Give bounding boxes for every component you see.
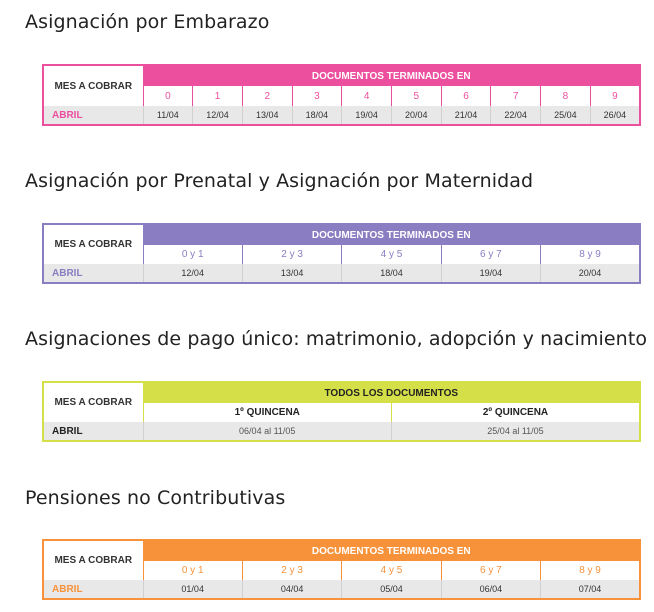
doc-column: 6 <box>441 86 491 106</box>
documents-header: DOCUMENTOS TERMINADOS EN <box>143 540 640 561</box>
doc-column: 8 <box>541 86 591 106</box>
mes-a-cobrar-label: MES A COBRAR <box>43 540 143 580</box>
doc-column: 3 <box>292 86 342 106</box>
doc-column: 8 y 9 <box>541 245 640 264</box>
date-cell: 01/04 <box>143 580 242 599</box>
schedule-table-pago-unico <box>42 381 641 442</box>
month-label: ABRIL <box>43 422 143 441</box>
quincena-column: 1º QUINCENA <box>143 403 392 422</box>
date-cell: 13/04 <box>242 264 341 283</box>
schedule-table-pensiones <box>42 539 641 600</box>
quincena-column: 2º QUINCENA <box>392 403 641 422</box>
section-title-embarazo: Asignación por Embarazo <box>25 11 270 33</box>
date-cell: 12/04 <box>143 264 242 283</box>
doc-column: 8 y 9 <box>541 561 640 580</box>
documents-header: TODOS LOS DOCUMENTOS <box>143 382 640 403</box>
date-cell: 07/04 <box>541 580 640 599</box>
month-label: ABRIL <box>43 580 143 599</box>
date-cell: 18/04 <box>342 264 441 283</box>
date-cell: 25/04 al 11/05 <box>392 422 641 441</box>
doc-column: 0 y 1 <box>143 245 242 264</box>
section-title-prenatal-maternidad: Asignación por Prenatal y Asignación por Maternidad <box>25 170 534 192</box>
doc-column: 6 y 7 <box>441 245 540 264</box>
date-cell: 22/04 <box>491 106 541 125</box>
date-cell: 20/04 <box>541 264 640 283</box>
section-title-pago-unico: Asignaciones de pago único: matrimonio, adopción y nacimiento <box>25 328 648 350</box>
doc-column: 4 <box>342 86 392 106</box>
date-cell: 05/04 <box>342 580 441 599</box>
date-cell: 13/04 <box>242 106 292 125</box>
mes-a-cobrar-label: MES A COBRAR <box>43 65 143 106</box>
doc-column: 6 y 7 <box>441 561 540 580</box>
doc-column: 4 y 5 <box>342 561 441 580</box>
doc-column: 0 <box>143 86 193 106</box>
date-cell: 06/04 <box>441 580 540 599</box>
date-cell: 18/04 <box>292 106 342 125</box>
date-cell: 19/04 <box>342 106 392 125</box>
documents-header: DOCUMENTOS TERMINADOS EN <box>143 65 640 86</box>
doc-column: 5 <box>391 86 441 106</box>
date-cell: 19/04 <box>441 264 540 283</box>
date-cell: 26/04 <box>590 106 640 125</box>
doc-column: 2 <box>242 86 292 106</box>
doc-column: 1 <box>193 86 243 106</box>
doc-column: 9 <box>590 86 640 106</box>
date-cell: 20/04 <box>391 106 441 125</box>
month-label: ABRIL <box>43 106 143 125</box>
section-title-pensiones: Pensiones no Contributivas <box>25 487 286 509</box>
doc-column: 2 y 3 <box>242 245 341 264</box>
month-label: ABRIL <box>43 264 143 283</box>
schedule-table-prenatal-maternidad <box>42 223 641 284</box>
doc-column: 4 y 5 <box>342 245 441 264</box>
schedule-table-embarazo <box>42 64 641 126</box>
date-cell: 12/04 <box>193 106 243 125</box>
mes-a-cobrar-label: MES A COBRAR <box>43 224 143 264</box>
date-cell: 06/04 al 11/05 <box>143 422 392 441</box>
doc-column: 0 y 1 <box>143 561 242 580</box>
date-cell: 21/04 <box>441 106 491 125</box>
date-cell: 25/04 <box>541 106 591 125</box>
date-cell: 11/04 <box>143 106 193 125</box>
date-cell: 04/04 <box>242 580 341 599</box>
doc-column: 2 y 3 <box>242 561 341 580</box>
mes-a-cobrar-label: MES A COBRAR <box>43 382 143 422</box>
doc-column: 7 <box>491 86 541 106</box>
documents-header: DOCUMENTOS TERMINADOS EN <box>143 224 640 245</box>
